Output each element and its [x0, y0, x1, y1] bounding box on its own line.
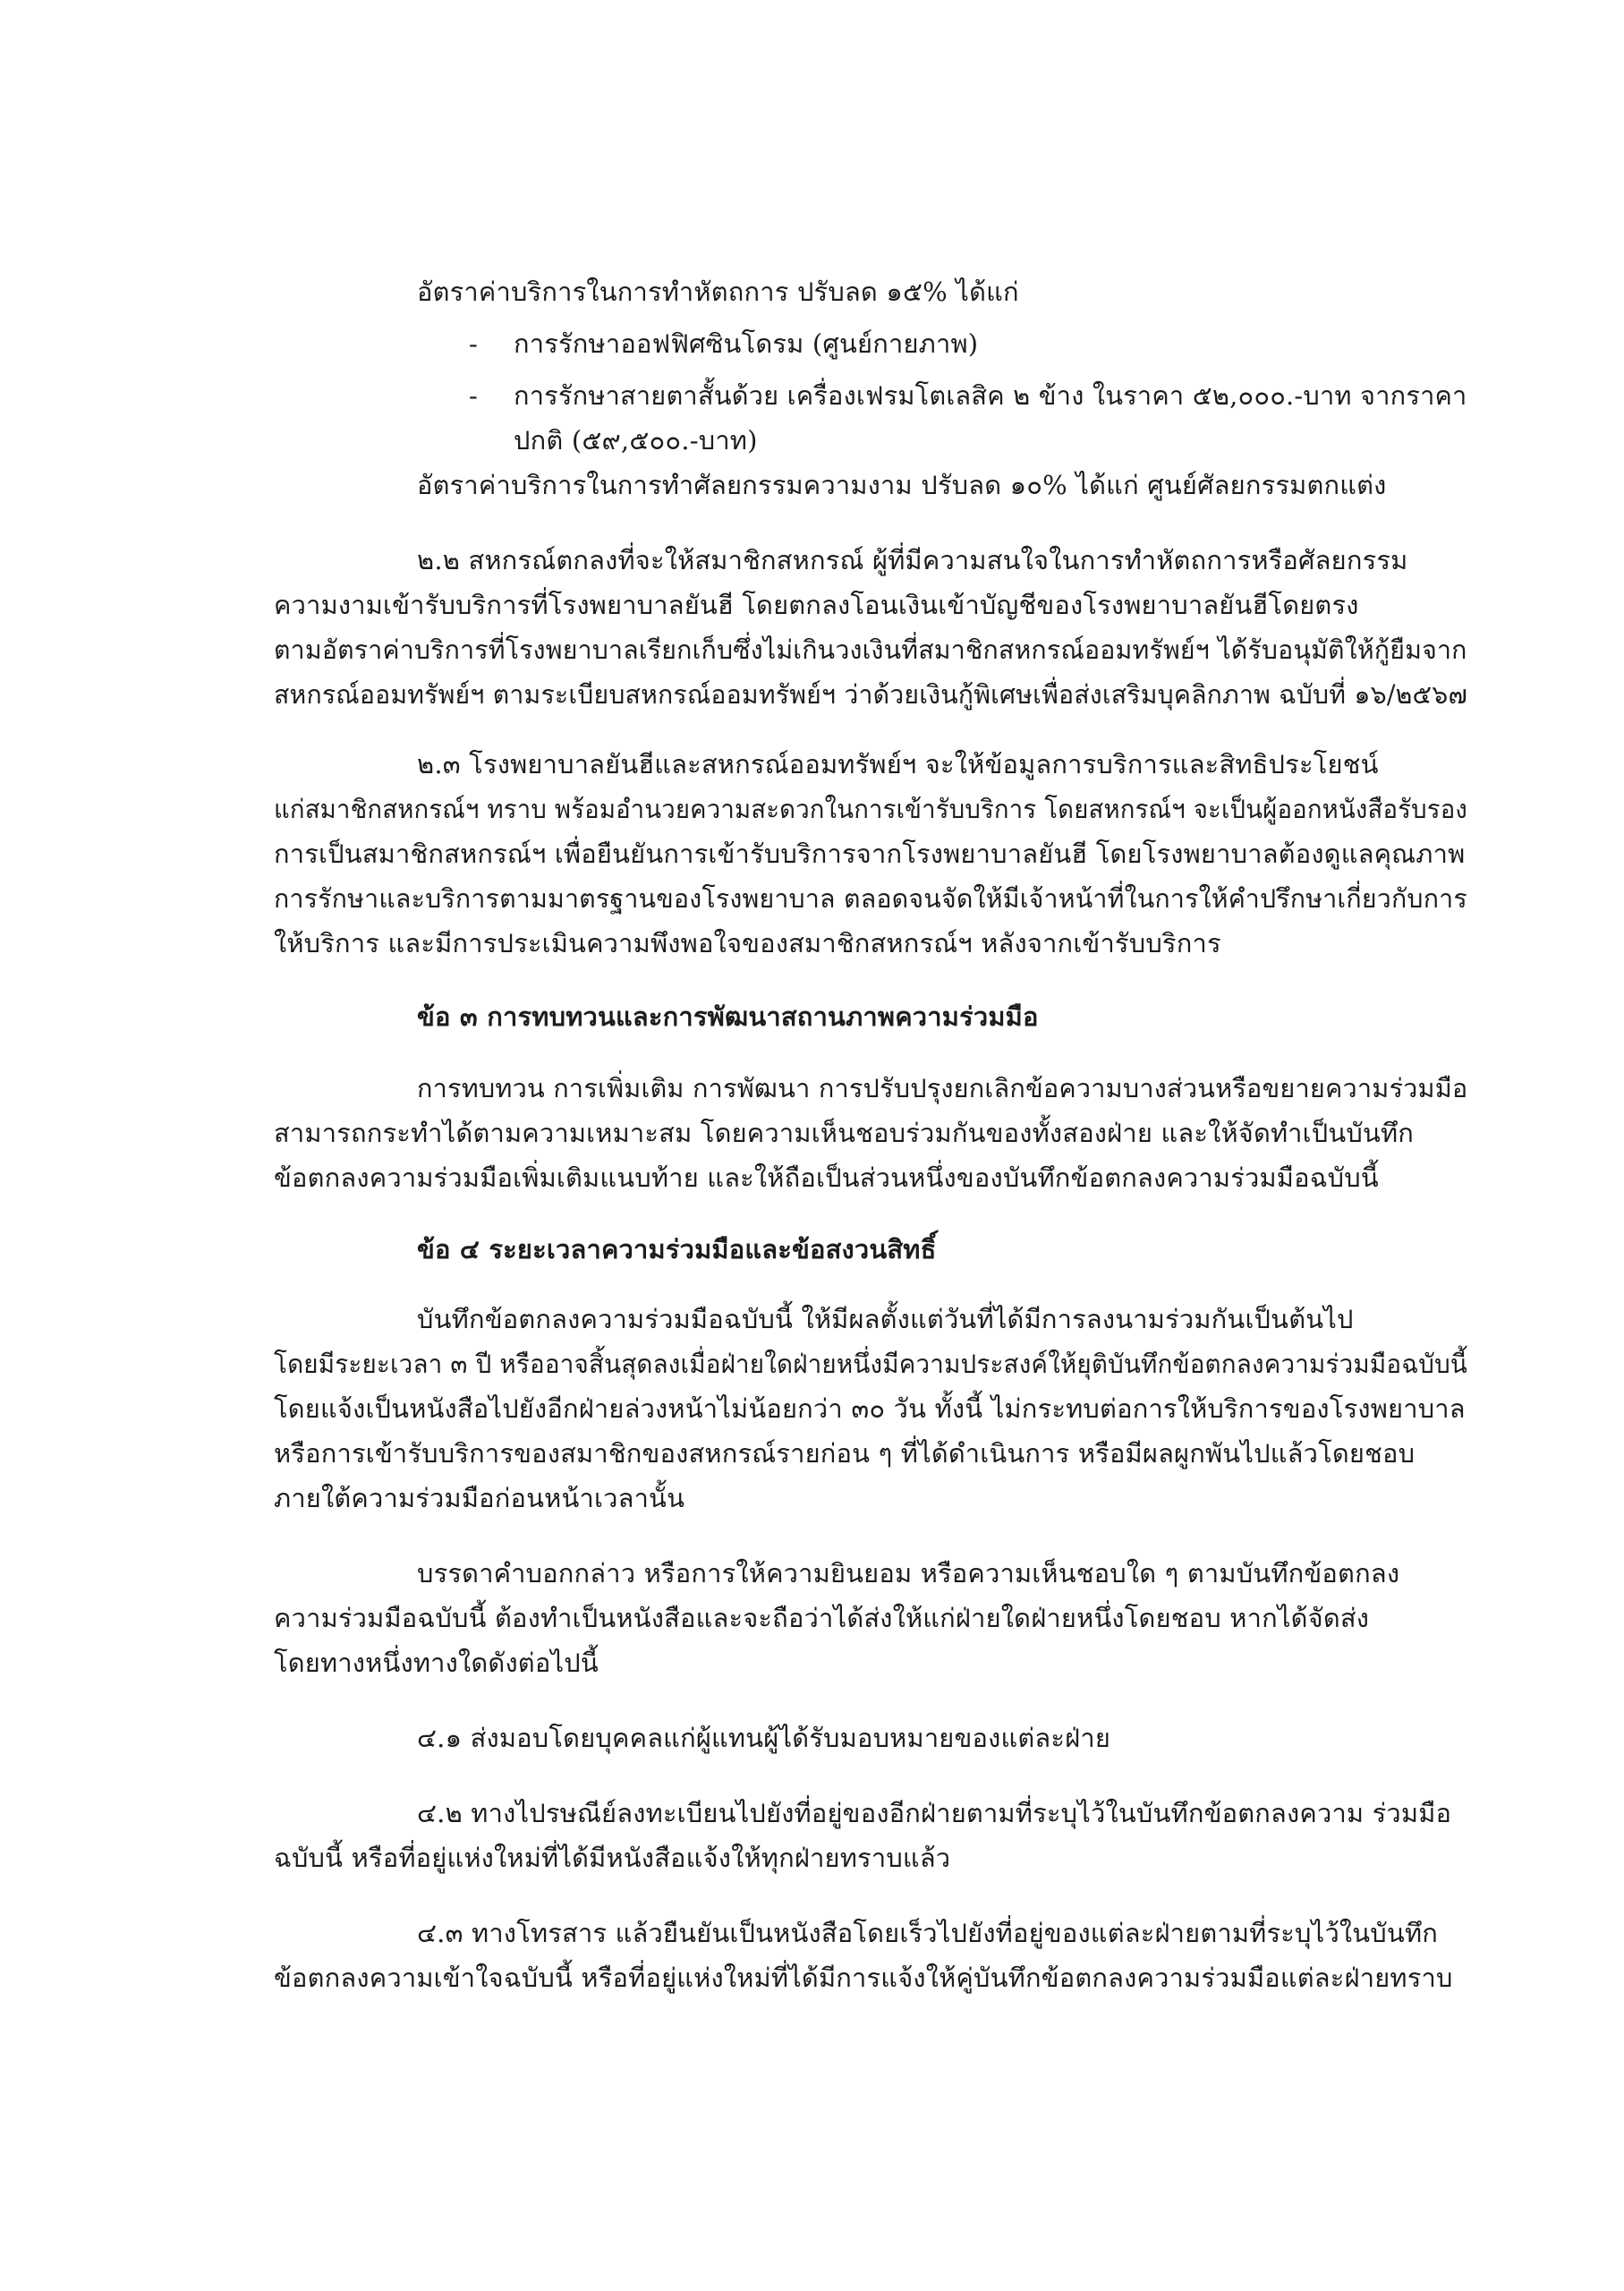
paragraph-line: บรรดาคำบอกกล่าว หรือการให้ความยินยอม หรือความเห็นชอบใด ๆ ตามบันทึกข้อตกลง	[417, 1558, 1400, 1588]
paragraph-line: โดยทางหนึ่งทางใดดังต่อไปนี้	[274, 1648, 599, 1678]
paragraph-line: ๔.๓ ทางโทรสาร แล้วยืนยันเป็นหนังสือโดยเร็วไปยังที่อยู่ของแต่ละฝ่ายตามที่ระบุไว้ในบันทึก	[417, 1918, 1439, 1948]
paragraph-line: ข้อตกลงความเข้าใจฉบับนี้ หรือที่อยู่แห่งใหม่ที่ได้มีการแจ้งให้คู่บันทึกข้อตกลงความร่วมมือแต่ละฝ่ายทราบ	[274, 1963, 1453, 1993]
paragraph-line: ภายใต้ความร่วมมือก่อนหน้าเวลานั้น	[274, 1483, 685, 1513]
paragraph-line: โดยมีระยะเวลา ๓ ปี หรืออาจสิ้นสุดลงเมื่อฝ่ายใดฝ่ายหนึ่งมีความประสงค์ให้ยุติบันทึกข้อตกลงความร่วมมือฉบับนี้	[274, 1349, 1468, 1379]
rate-heading-2: อัตราค่าบริการในการทำศัลยกรรมความงาม ปรับลด ๑๐% ได้แก่ ศูนย์ศัลยกรรมตกแต่ง	[417, 470, 1387, 500]
section-heading: ข้อ ๔ ระยะเวลาความร่วมมือและข้อสงวนสิทธิ์	[417, 1234, 937, 1265]
bullet-dash: -	[469, 380, 478, 411]
list-item: การรักษาออฟฟิศซินโดรม (ศูนย์กายภาพ)	[514, 328, 979, 359]
paragraph-line: หรือการเข้ารับบริการของสมาชิกของสหกรณ์รายก่อน ๆ ที่ได้ดำเนินการ หรือมีผลผูกพันไปแล้วโดยชอบ	[274, 1438, 1416, 1469]
paragraph-line: ให้บริการ และมีการประเมินความพึงพอใจของสมาชิกสหกรณ์ฯ หลังจากเข้ารับบริการ	[274, 928, 1221, 958]
paragraph-line: บันทึกข้อตกลงความร่วมมือฉบับนี้ ให้มีผลตั้งแต่วันที่ได้มีการลงนามร่วมกันเป็นต้นไป	[417, 1304, 1354, 1334]
list-item: การรักษาสายตาสั้นด้วย เครื่องเฟรมโตเลสิค ๒ ข้าง ในราคา ๕๒,๐๐๐.-บาท จากราคา	[514, 380, 1467, 411]
paragraph-line: สามารถกระทำได้ตามความเหมาะสม โดยความเห็นชอบร่วมกันของทั้งสองฝ่าย และให้จัดทำเป็นบันทึก	[274, 1118, 1415, 1148]
paragraph-line: ข้อตกลงความร่วมมือเพิ่มเติมแนบท้าย และให้ถือเป็นส่วนหนึ่งของบันทึกข้อตกลงความร่วมมือฉบับนี้	[274, 1163, 1379, 1193]
paragraph-line: ตามอัตราค่าบริการที่โรงพยาบาลเรียกเก็บซึ่งไม่เกินวงเงินที่สมาชิกสหกรณ์ออมทรัพย์ฯ ได้รับอนุมัติให้กู้ยืมจาก	[274, 634, 1467, 665]
paragraph-line: แก่สมาชิกสหกรณ์ฯ ทราบ พร้อมอำนวยความสะดวกในการเข้ารับบริการ โดยสหกรณ์ฯ จะเป็นผู้ออกหนังสือรับรอง	[274, 794, 1467, 824]
paragraph-line: ๔.๒ ทางไปรษณีย์ลงทะเบียนไปยังที่อยู่ของอีกฝ่ายตามที่ระบุไว้ในบันทึกข้อตกลงความ ร่วมมือ	[417, 1798, 1452, 1828]
paragraph-line: สหกรณ์ออมทรัพย์ฯ ตามระเบียบสหกรณ์ออมทรัพย์ฯ ว่าด้วยเงินกู้พิเศษเพื่อส่งเสริมบุคลิกภาพ ฉบับที่ ๑๖/๒๕๖๗	[274, 679, 1468, 710]
bullet-dash: -	[469, 328, 478, 359]
paragraph-line: การรักษาและบริการตามมาตรฐานของโรงพยาบาล ตลอดจนจัดให้มีเจ้าหน้าที่ในการให้คำปรึกษาเกี่ยวกับการ	[274, 883, 1467, 914]
paragraph-line: ๒.๒ สหกรณ์ตกลงที่จะให้สมาชิกสหกรณ์ ผู้ที่มีความสนใจในการทำหัตถการหรือศัลยกรรม	[417, 545, 1408, 575]
list-item-continuation: ปกติ (๕๙,๕๐๐.-บาท)	[514, 425, 758, 456]
paragraph-line: ฉบับนี้ หรือที่อยู่แห่งใหม่ที่ได้มีหนังสือแจ้งให้ทุกฝ่ายทราบแล้ว	[274, 1843, 951, 1873]
rate-heading: อัตราค่าบริการในการทำหัตถการ ปรับลด ๑๕% ได้แก่	[417, 277, 1019, 307]
section-heading: ข้อ ๓ การทบทวนและการพัฒนาสถานภาพความร่วมมือ	[417, 1001, 1039, 1032]
paragraph-line: การทบทวน การเพิ่มเติม การพัฒนา การปรับปรุงยกเลิกข้อความบางส่วนหรือขยายความร่วมมือ	[417, 1073, 1468, 1103]
paragraph-line: โดยแจ้งเป็นหนังสือไปยังอีกฝ่ายล่วงหน้าไม่น้อยกว่า ๓๐ วัน ทั้งนี้ ไม่กระทบต่อการให้บริการของโรงพยาบาล	[274, 1393, 1466, 1424]
paragraph-line: ๒.๓ โรงพยาบาลยันฮีและสหกรณ์ออมทรัพย์ฯ จะให้ข้อมูลการบริการและสิทธิประโยชน์	[417, 749, 1379, 779]
paragraph-line: ความงามเข้ารับบริการที่โรงพยาบาลยันฮี โดยตกลงโอนเงินเข้าบัญชีของโรงพยาบาลยันฮีโดยตรง	[274, 590, 1359, 620]
paragraph-line: การเป็นสมาชิกสหกรณ์ฯ เพื่อยืนยันการเข้ารับบริการจากโรงพยาบาลยันฮี โดยโรงพยาบาลต้องดูแลคุณภาพ	[274, 839, 1466, 869]
paragraph-line: ความร่วมมือฉบับนี้ ต้องทำเป็นหนังสือและจะถือว่าได้ส่งให้แก่ฝ่ายใดฝ่ายหนึ่งโดยชอบ หากได้จัดส่ง	[274, 1603, 1370, 1633]
paragraph-line: ๔.๑ ส่งมอบโดยบุคคลแก่ผู้แทนผู้ได้รับมอบหมายของแต่ละฝ่าย	[417, 1723, 1111, 1753]
